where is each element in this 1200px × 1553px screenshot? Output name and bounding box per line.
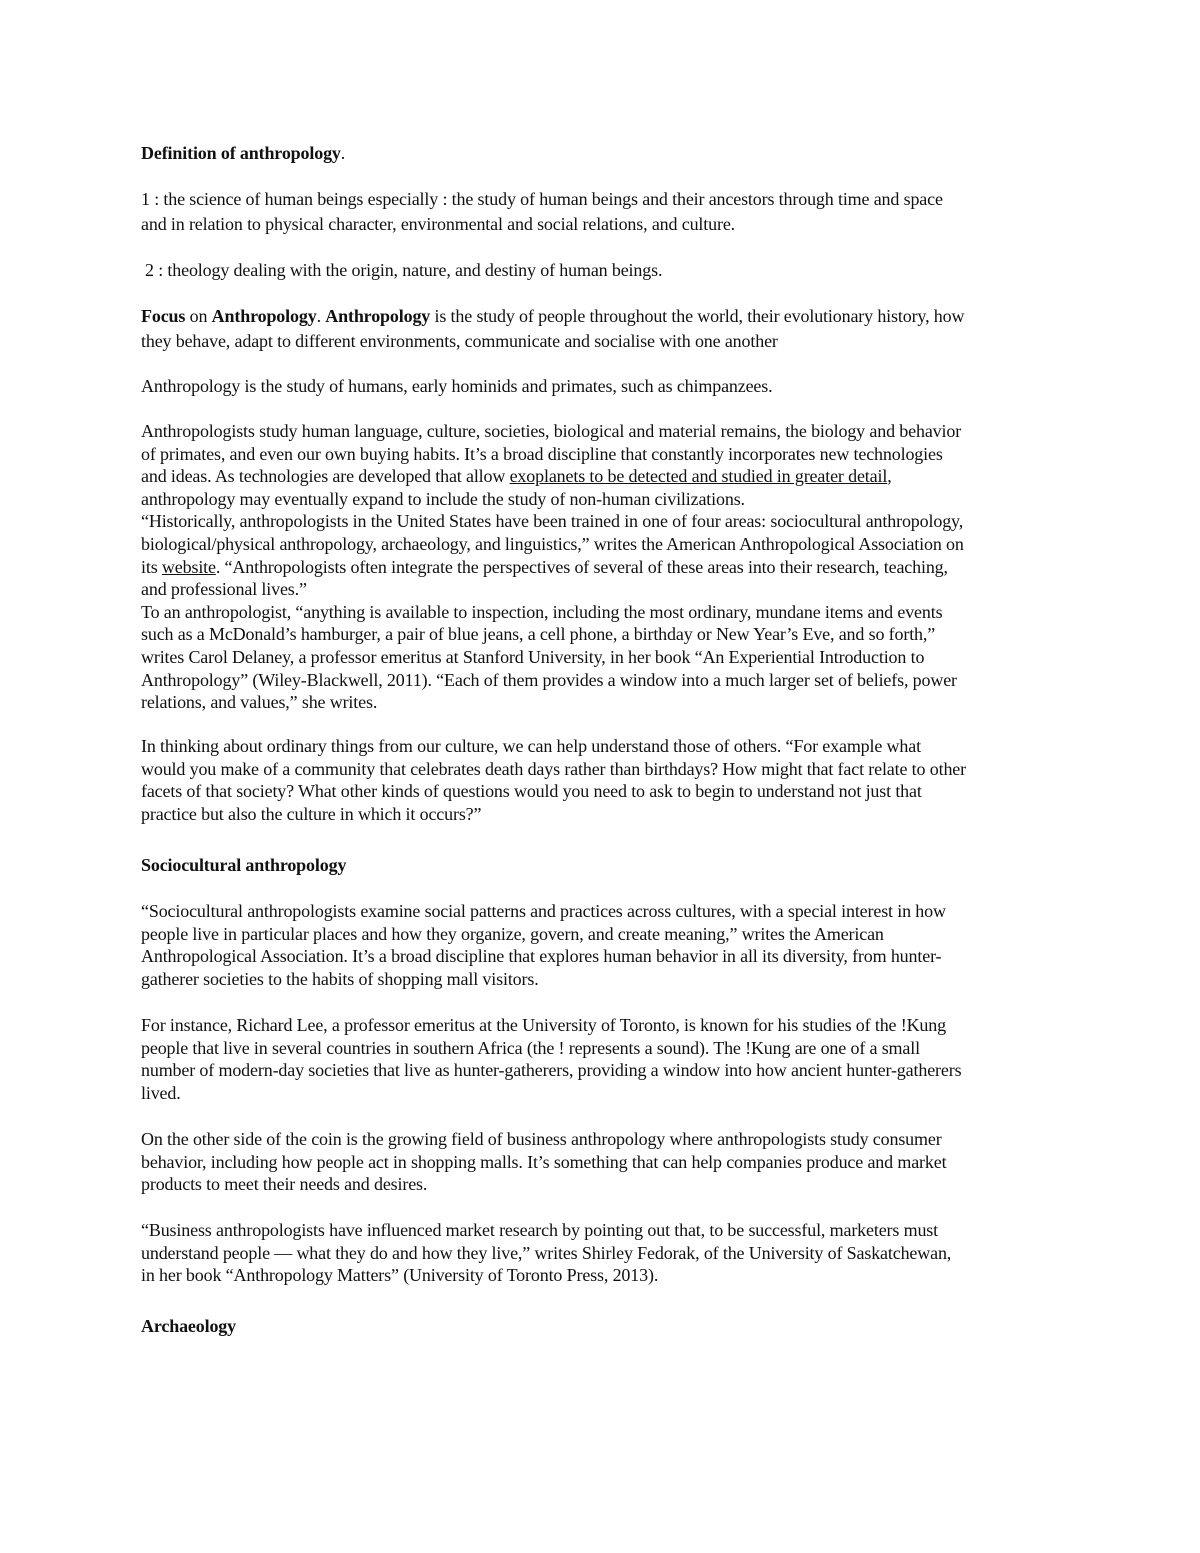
paragraph-anthropologists-study bbox=[141, 420, 964, 714]
text-line: gatherer societies to the habits of shopping mall visitors. bbox=[141, 968, 539, 989]
text-line: “Sociocultural anthropologists examine social patterns and practices across cultures, with a special interest in how bbox=[141, 901, 946, 921]
text-line: behavior, including how people act in shopping malls. It’s something that can help companies produce and market bbox=[141, 1151, 947, 1172]
text-line: “Historically, anthropologists in the United States have been trained in one of four areas: sociocultural anthropology, bbox=[141, 511, 964, 532]
focus-separator: . bbox=[316, 306, 326, 326]
definition-1-line-1: 1 : the science of human beings especially : the study of human beings and their ancestors through time and space bbox=[141, 189, 943, 209]
text-line: and professional lives.” bbox=[141, 579, 307, 600]
text-line: , bbox=[887, 466, 892, 487]
text-line: understand people — what they do and how they live,” writes Shirley Fedorak, of the University of Saskatchewan, bbox=[141, 1242, 952, 1263]
text-line: people that live in several countries in southern Africa (the ! represents a sound). The !Kung are one of a small bbox=[141, 1037, 920, 1058]
heading-definition bbox=[141, 141, 345, 166]
text-line: . “Anthropologists often integrate the perspectives of several of these areas into their research, teaching, bbox=[215, 556, 948, 577]
heading-archaeology bbox=[141, 1314, 236, 1339]
text-line: such as a McDonald’s hamburger, a pair of blue jeans, a cell phone, a birthday or New Year’s Eve, and so forth,” bbox=[141, 624, 936, 645]
text-line: facets of that society? What other kinds of questions would you need to ask to begin to understand not just that bbox=[141, 781, 922, 802]
website-link[interactable]: website bbox=[161, 556, 216, 577]
text-line: would you make of a community that celebrates death days rather than birthdays? How might that fact relate to other bbox=[141, 758, 966, 779]
text-line: Anthropology” (Wiley-Blackwell, 2011). “Each of them provides a window into a much larger set of beliefs, power bbox=[141, 669, 957, 690]
text-line: Anthropologists study human language, culture, societies, biological and material remains, the biology and behavior bbox=[141, 421, 962, 441]
text-line: anthropology may eventually expand to include the study of non-human civilizations. bbox=[141, 488, 745, 509]
paragraph-business-anthropology bbox=[141, 1128, 946, 1196]
focus-line-2: they behave, adapt to different environments, communicate and socialise with one another bbox=[141, 331, 778, 351]
focus-anthropology-1: Anthropology bbox=[211, 306, 317, 326]
paragraph-ordinary-things bbox=[141, 735, 966, 825]
text-line: “Business anthropologists have influenced market research by pointing out that, to be successful, marketers must bbox=[141, 1220, 938, 1240]
text-line: biological/physical anthropology, archaeology, and linguistics,” writes the American Anthropological Association on bbox=[141, 533, 964, 554]
text-line: For instance, Richard Lee, a professor emeritus at the University of Toronto, is known for his studies of the !Kung bbox=[141, 1015, 946, 1035]
focus-anthropology-2: Anthropology bbox=[325, 306, 431, 326]
text-line: people live in particular places and how they organize, govern, and create meaning,” writes the American bbox=[141, 923, 884, 944]
text-line: and ideas. As technologies are developed that allow bbox=[141, 466, 510, 487]
focus-word: Focus bbox=[141, 306, 186, 326]
text-line: products to meet their needs and desires. bbox=[141, 1174, 428, 1195]
heading-definition-text: Definition of anthropology bbox=[141, 143, 341, 163]
text-line: In thinking about ordinary things from our culture, we can help understand those of others. “For example what bbox=[141, 736, 921, 756]
definition-2-text: 2 : theology dealing with the origin, nature, and destiny of human beings. bbox=[145, 260, 663, 280]
text-line: Anthropological Association. It’s a broad discipline that explores human behavior in all its diversity, from hunter- bbox=[141, 946, 942, 967]
heading-definition-period: . bbox=[340, 143, 346, 163]
heading-archaeology-text: Archaeology bbox=[141, 1316, 237, 1336]
focus-on: on bbox=[185, 306, 212, 326]
paragraph-business-quote bbox=[141, 1219, 951, 1287]
paragraph-richard-lee bbox=[141, 1014, 961, 1104]
study-of-humans bbox=[141, 374, 772, 399]
text-line: its bbox=[141, 556, 162, 577]
heading-sociocultural-text: Sociocultural anthropology bbox=[141, 855, 347, 875]
text-line: practice but also the culture in which it occurs?” bbox=[141, 803, 482, 824]
definition-1-line-2: and in relation to physical character, environmental and social relations, and culture. bbox=[141, 214, 736, 234]
text-line: writes Carol Delaney, a professor emeritus at Stanford University, in her book “An Experiential Introduction to bbox=[141, 646, 925, 667]
text-line: number of modern-day societies that live as hunter-gatherers, providing a window into how ancient hunter-gatherers bbox=[141, 1060, 962, 1081]
definition-2 bbox=[145, 258, 662, 283]
study-of-humans-text: Anthropology is the study of humans, early hominids and primates, such as chimpanzees. bbox=[141, 376, 773, 396]
text-line: relations, and values,” she writes. bbox=[141, 692, 378, 713]
text-line: To an anthropologist, “anything is available to inspection, including the most ordinary, mundane items and events bbox=[141, 601, 943, 622]
heading-sociocultural bbox=[141, 853, 346, 878]
definition-1 bbox=[141, 187, 943, 237]
exoplanets-link[interactable]: exoplanets to be detected and studied in greater detail bbox=[509, 466, 888, 487]
paragraph-sociocultural-quote bbox=[141, 900, 946, 990]
text-line: lived. bbox=[141, 1082, 181, 1103]
focus-line-1-rest: is the study of people throughout the world, their evolutionary history, how bbox=[430, 306, 965, 326]
text-line: in her book “Anthropology Matters” (University of Toronto Press, 2013). bbox=[141, 1265, 659, 1286]
text-line: of primates, and even our own buying habits. It’s a broad discipline that constantly incorporates new technologies bbox=[141, 443, 943, 464]
focus-paragraph bbox=[141, 304, 964, 354]
text-line: On the other side of the coin is the growing field of business anthropology where anthropologists study consumer bbox=[141, 1129, 942, 1149]
